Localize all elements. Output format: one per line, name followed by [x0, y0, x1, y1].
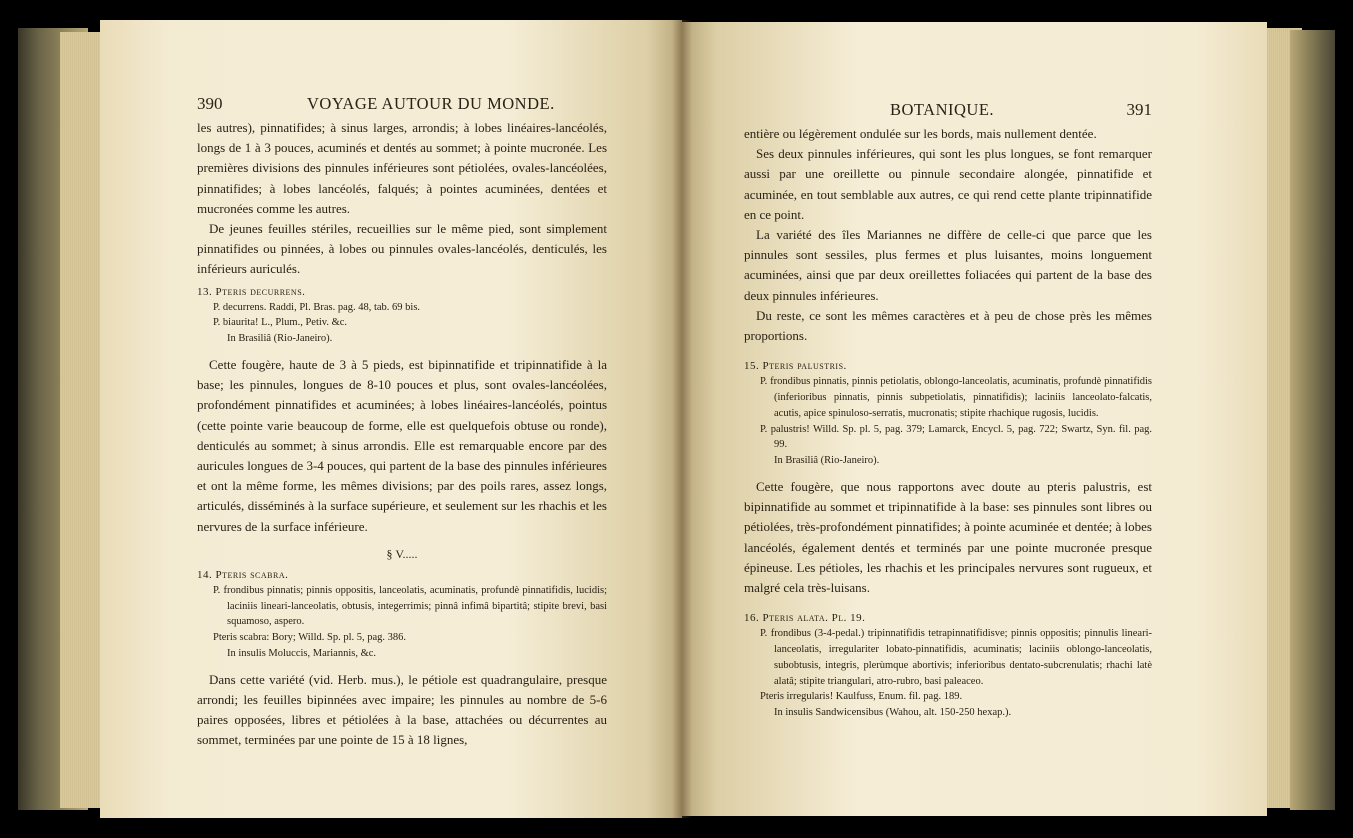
book-cover-right: [1290, 30, 1335, 810]
left-running-title: VOYAGE AUTOUR DU MONDE.: [307, 94, 555, 113]
right-page-number: 391: [1126, 100, 1152, 119]
entry-13-line-1: P. decurrens. Raddi, Pl. Bras. pag. 48, tab. 69 bis.: [213, 301, 421, 313]
right-paragraph-4: Du reste, ce sont les mêmes caractères et à peu de chose près les mêmes proportions.: [744, 307, 1152, 344]
left-page-text: [197, 94, 607, 751]
right-paragraph-3: La variété des îles Mariannes ne diffère de celle-ci que parce que les pinnules sont sessiles, plus fermes et plus luisantes, moins longuement acuminées, ainsi que par deux oreillettes foliacées qui partent de la base des deux pinnules inférieures.: [744, 227, 1152, 303]
entry-14-line-2: Pteris scabra: Bory; Willd. Sp. pl. 5, pag. 386.: [213, 632, 407, 644]
entry-13-line-3: In Brasiliâ (Rio-Janeiro).: [227, 333, 333, 345]
entry-16-line-1: P. frondibus (3-4-pedal.) tripinnatifidis tetrapinnatifidisve; pinnis oppositis; pinnulis lineari-lanceolatis, irregulariter lobato-pinnatifidis, acuminatis; laciniis oblongo-lanceolatis, subobtusis, integris, plerùmque abortivis; inferioribus dentato-subcrenulatis; rhachi latè alatâ; stipite triangulari, atro-rubro, basi paleaceo.: [760, 628, 1152, 687]
entry-16-line-2: Pteris irregularis! Kaulfuss, Enum. fil. pag. 189.: [760, 691, 963, 703]
left-running-head: [197, 94, 607, 116]
left-paragraph-4: Dans cette variété (vid. Herb. mus.), le pétiole est quadrangulaire, presque arrondi; les feuilles bipinnées avec impaire; les pinnules au nombre de 5-6 paires opposées, libres et pétiolées à la base, attachées ou décurrentes au sommet, terminées par une pointe de 15 à 18 lignes,: [197, 671, 607, 748]
entry-13-title: 13. Pteris decurrens.: [197, 285, 306, 298]
left-paragraph-3: Cette fougère, haute de 3 à 5 pieds, est bipinnatifide et tripinnatifide à la base; les pinnules, longues de 8-10 pouces et plus, sont ovales-lancéolées, profondément pinnatifides et acuminées; à lobes linéaires-lancéolés, pointus (cette pointe varie beaucoup de forme, elle est quelquefois obtuse ou ronde), denticulés au sommet; à sinus arrondis. Elle est remarquable encore par des auricules longues de 3-4 pouces, qui partent de la base des pinnules inférieures et ont la même forme, les mêmes divisions; par des poils rares, assez longs, articulés, disséminés à la surface supérieure, et seulement sur les rhachis et les nervures de la surface inférieure.: [197, 357, 607, 534]
entry-13-line-2: P. biaurita! L., Plum., Petiv. &c.: [213, 317, 348, 329]
entry-15-line-3: In Brasiliâ (Rio-Janeiro).: [774, 455, 880, 467]
entry-16-title: 16. Pteris alata. Pl. 19.: [744, 612, 866, 625]
left-paragraph-2: De jeunes feuilles stériles, recueillies sur le même pied, sont simplement pinnatifides ou pinnées, à lobes ou pinnules ovales-lancéolés, denticulés, les inférieurs auriculés.: [197, 221, 607, 277]
entry-14-title: 14. Pteris scabra.: [197, 568, 289, 581]
entry-14-line-1: P. frondibus pinnatis; pinnis oppositis, lanceolatis, acuminatis, profundè pinnatifidis, lucidis; laciniis lineari-lanceolatis, obtusis, integerrimis; pinnâ infimâ bipartitâ; stipite brevi, basi squamoso, aspero.: [213, 584, 607, 628]
left-paragraph-1: les autres), pinnatifides; à sinus larges, arrondis; à lobes linéaires-lancéolés, longs de 1 à 3 pouces, acuminés et dentés au sommet; à pointe mucronée. Les premières divisions des pinnules inférieures sont pétiolées, ovales-lancéolées, pinnatifides; à lobes lancéolés, falqués; à pointes acuminées, dentées et mucronées comme les autres.: [197, 120, 607, 216]
right-paragraph-1: entière ou légèrement ondulée sur les bords, mais nullement dentée.: [744, 126, 1097, 141]
entry-15-title: 15. Pteris palustris.: [744, 360, 847, 373]
section-mark: § V.....: [386, 546, 418, 561]
left-page: [100, 20, 682, 818]
entry-14-line-3: In insulis Moluccis, Mariannis, &c.: [227, 648, 377, 660]
entry-15-line-2: P. palustris! Willd. Sp. pl. 5, pag. 379; Lamarck, Encycl. 5, pag. 722; Swartz, Syn. fil. pag. 99.: [760, 423, 1152, 451]
right-page-text: [744, 100, 1152, 721]
right-paragraph-5: Cette fougère, que nous rapportons avec doute au pteris palustris, est bipinnatifide au sommet et tripinnatifide à la base: ses pinnules sont libres ou pétiolées, très-profondément pinnatifides; à pointe acuminée et dentée; à lobes lancéolés, également dentés et terminés par une pointe mucronée presque épineuse. Les pétioles, les rhachis et les principales nervures sont rugueux, et malgré cela très-luisans.: [744, 479, 1152, 596]
right-running-title: BOTANIQUE.: [890, 100, 995, 119]
right-running-head: [744, 100, 1152, 122]
book-gutter: [672, 20, 692, 818]
entry-15-line-1: P. frondibus pinnatis, pinnis petiolatis, oblongo-lanceolatis, acuminatis, profundè pinnatifidis (inferioribus pinnatis, pinnis subpetiolatis, pinnatifidis); laciniis lanceolato-falcatis, acutis, apice spinuloso-serratis, mucronatis; stipite rhachique rugosis, lucidis.: [760, 376, 1152, 419]
entry-16-line-3: In insulis Sandwicensibus (Wahou, alt. 150-250 hexap.).: [774, 707, 1012, 719]
left-page-number: 390: [197, 94, 223, 113]
right-page: [682, 22, 1267, 816]
right-paragraph-2: Ses deux pinnules inférieures, qui sont les plus longues, se font remarquer aussi par une oreillette ou pinnule secondaire alongée, pinnatifide et acuminée, en tout semblable aux autres, ce qui rend cette plante tripinnatifide en ce point.: [744, 146, 1152, 222]
